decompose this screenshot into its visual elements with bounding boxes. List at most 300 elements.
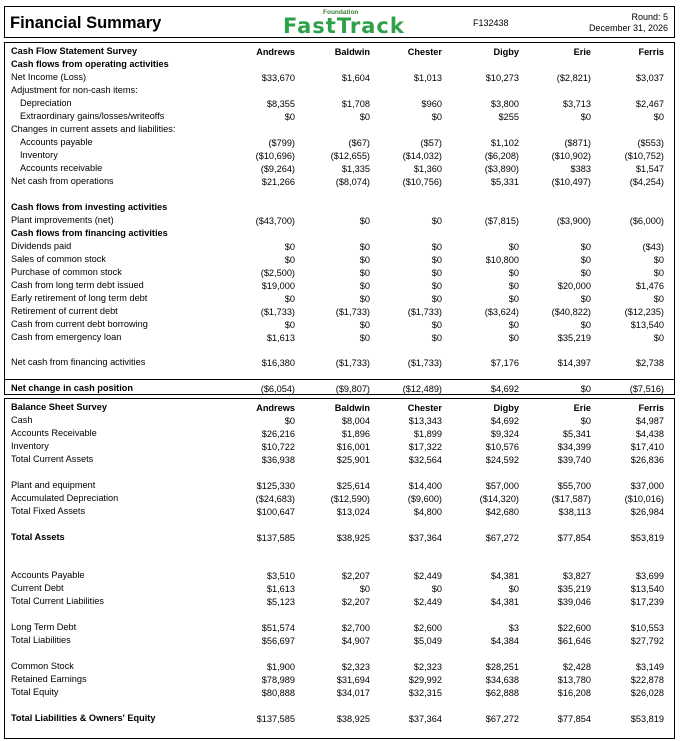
value-cell: $255 [498, 112, 519, 122]
value-cell: $4,800 [413, 507, 442, 517]
value-cell: $27,792 [630, 636, 664, 646]
value-cell: $0 [508, 294, 519, 304]
value-cell-digby: Digby [493, 403, 519, 413]
value-cell: $20,000 [557, 281, 591, 291]
value-cell: ($1,733) [260, 307, 295, 317]
row-label: Accounts payable [20, 137, 93, 147]
value-cell: $0 [580, 320, 591, 330]
value-cell: $1,613 [266, 584, 295, 594]
value-block-ferris [594, 661, 664, 700]
report-date: December 31, 2026 [588, 23, 668, 33]
value-cell: $2,428 [562, 662, 591, 672]
value-cell: $0 [359, 255, 370, 265]
value-block-ferris [594, 480, 664, 519]
value-cell-andrews: Andrews [256, 403, 295, 413]
value-cell: $4,381 [490, 571, 519, 581]
value-cell: $4,987 [635, 416, 664, 426]
value-block-andrews [225, 137, 295, 189]
row-label: Changes in current assets and liabilities: [11, 124, 176, 134]
value-cell: $62,888 [485, 688, 519, 698]
value-cell: $0 [359, 320, 370, 330]
report-id: F132438 [473, 18, 509, 28]
value-cell: $10,553 [630, 623, 664, 633]
value-cell: ($3,890) [484, 164, 519, 174]
row-label: Total Equity [11, 687, 59, 697]
value-cell: ($10,016) [624, 494, 664, 504]
value-cell: $17,410 [630, 442, 664, 452]
value-cell: $0 [508, 242, 519, 252]
value-cell-andrews: ($6,054) [260, 384, 295, 394]
value-block-baldwin [300, 241, 370, 345]
value-cell-chester: ($1,733) [407, 358, 442, 368]
value-cell-ferris: $2,738 [635, 358, 664, 368]
value-cell: $13,540 [630, 584, 664, 594]
value-cell: $0 [359, 584, 370, 594]
value-block-erie [521, 241, 591, 345]
value-cell: $14,400 [408, 481, 442, 491]
value-cell: ($1,733) [335, 307, 370, 317]
value-cell: $100,647 [256, 507, 295, 517]
value-cell: $13,024 [336, 507, 370, 517]
value-cell: $0 [284, 416, 295, 426]
value-cell: $26,028 [630, 688, 664, 698]
value-cell: $0 [580, 294, 591, 304]
value-cell: $4,907 [341, 636, 370, 646]
value-cell: ($10,902) [551, 151, 591, 161]
value-cell-digby: $67,272 [485, 533, 519, 543]
value-cell: $28,251 [485, 662, 519, 672]
row-label: Purchase of common stock [11, 267, 122, 277]
row-label: Accumulated Depreciation [11, 493, 119, 503]
value-cell-andrews: ($43,700) [255, 216, 295, 226]
value-cell: ($57) [420, 138, 442, 148]
value-cell: $10,800 [485, 255, 519, 265]
value-cell-erie: ($3,900) [556, 216, 591, 226]
value-cell: $1,335 [341, 164, 370, 174]
value-cell: ($10,752) [624, 151, 664, 161]
value-block-erie [521, 415, 591, 467]
value-cell: $0 [431, 112, 442, 122]
value-cell: $383 [570, 164, 591, 174]
value-cell-baldwin: ($1,733) [335, 358, 370, 368]
value-cell-baldwin: $1,604 [341, 73, 370, 83]
value-cell: $0 [508, 584, 519, 594]
value-cell-digby: $10,273 [485, 73, 519, 83]
value-cell: ($24,683) [255, 494, 295, 504]
value-cell: $38,113 [558, 507, 591, 517]
value-block-ferris [594, 137, 664, 189]
value-cell-andrews: $137,585 [256, 533, 295, 543]
value-cell: ($17,587) [551, 494, 591, 504]
value-cell: $0 [431, 320, 442, 330]
value-cell-digby: Digby [493, 47, 519, 57]
value-cell: $0 [653, 268, 664, 278]
value-cell: $80,888 [261, 688, 295, 698]
row-label: Early retirement of long term debt [11, 293, 148, 303]
value-cell: $0 [284, 294, 295, 304]
value-cell: ($553) [637, 138, 664, 148]
value-cell-chester: Chester [407, 47, 442, 57]
row-label: Cash from long term debt issued [11, 280, 144, 290]
value-cell: $3,149 [635, 662, 664, 672]
value-cell-chester: $0 [431, 216, 442, 226]
value-cell: $0 [653, 333, 664, 343]
value-cell: $2,449 [413, 597, 442, 607]
row-label: Cash [11, 415, 33, 425]
value-cell: $125,330 [256, 481, 295, 491]
value-cell-ferris: $3,037 [635, 73, 664, 83]
value-cell: $0 [580, 112, 591, 122]
value-cell: $0 [359, 281, 370, 291]
value-cell: $9,324 [490, 429, 519, 439]
value-block-digby [449, 570, 519, 609]
value-cell: $26,836 [630, 455, 664, 465]
row-label: Net cash from operations [11, 176, 114, 186]
value-cell: $21,266 [261, 177, 295, 187]
value-cell-erie: Erie [573, 403, 591, 413]
financial-summary-page [4, 6, 675, 739]
value-cell: ($12,590) [330, 494, 370, 504]
value-cell: ($9,264) [260, 164, 295, 174]
value-cell: ($12,655) [330, 151, 370, 161]
value-cell: $36,938 [261, 455, 295, 465]
value-cell-ferris: ($7,516) [629, 384, 664, 394]
value-block-erie [521, 570, 591, 609]
value-cell: ($2,500) [260, 268, 295, 278]
value-cell: $39,740 [557, 455, 591, 465]
value-cell: $0 [431, 255, 442, 265]
row-label: Sales of common stock [11, 254, 106, 264]
value-cell-erie: $77,854 [557, 714, 591, 724]
value-block-chester [372, 661, 442, 700]
value-cell-baldwin: Baldwin [334, 403, 370, 413]
value-cell-chester: $1,013 [413, 73, 442, 83]
value-block-ferris [594, 241, 664, 345]
value-cell: ($14,320) [479, 494, 519, 504]
row-label: Long Term Debt [11, 622, 77, 632]
value-block-andrews [225, 98, 295, 124]
row-label: Extraordinary gains/losses/writeoffs [20, 111, 165, 121]
value-cell: $1,476 [635, 281, 664, 291]
value-cell: $37,000 [630, 481, 664, 491]
value-cell: $13,780 [557, 675, 591, 685]
value-cell: $2,323 [413, 662, 442, 672]
balance-sheet-section [4, 398, 675, 739]
row-label: Cash flows from investing activities [11, 202, 168, 212]
value-cell: ($14,032) [402, 151, 442, 161]
value-block-chester [372, 622, 442, 648]
value-cell: $2,323 [341, 662, 370, 672]
value-cell-andrews: Andrews [256, 47, 295, 57]
value-cell-erie: Erie [573, 47, 591, 57]
value-cell: $0 [508, 333, 519, 343]
value-cell: ($10,497) [551, 177, 591, 187]
value-block-digby [449, 480, 519, 519]
value-cell: $0 [431, 333, 442, 343]
value-cell-erie: $14,397 [557, 358, 591, 368]
row-label: Depreciation [20, 98, 72, 108]
row-label: Net change in cash position [11, 383, 134, 393]
value-cell-erie: $0 [580, 384, 591, 394]
row-label: Net cash from financing activities [11, 357, 146, 367]
value-cell: $17,239 [630, 597, 664, 607]
value-cell: $0 [653, 112, 664, 122]
logo-wordmark: FastTrack [283, 14, 405, 38]
value-cell: $10,576 [485, 442, 519, 452]
value-block-andrews [225, 241, 295, 345]
value-cell: ($43) [642, 242, 664, 252]
value-block-erie [521, 622, 591, 648]
value-cell: $2,449 [413, 571, 442, 581]
row-label: Cash flows from operating activities [11, 59, 169, 69]
row-label: Net Income (Loss) [11, 72, 87, 82]
value-cell: $32,315 [408, 688, 442, 698]
value-cell: ($10,696) [255, 151, 295, 161]
value-cell: $35,219 [557, 333, 591, 343]
row-label: Accounts Receivable [11, 428, 97, 438]
value-cell-baldwin: $0 [359, 216, 370, 226]
value-block-chester [372, 415, 442, 467]
value-cell-ferris: $53,819 [630, 714, 664, 724]
value-cell: $34,017 [336, 688, 370, 698]
value-block-ferris [594, 570, 664, 609]
value-block-chester [372, 480, 442, 519]
value-cell: $5,049 [413, 636, 442, 646]
row-label: Retained Earnings [11, 674, 87, 684]
row-label: Inventory [20, 150, 58, 160]
value-cell: ($12,235) [624, 307, 664, 317]
value-cell: $26,984 [630, 507, 664, 517]
value-cell: $8,355 [266, 99, 295, 109]
row-label: Total Liabilities [11, 635, 71, 645]
row-label: Inventory [11, 441, 49, 451]
value-cell: $4,384 [490, 636, 519, 646]
value-cell: $5,123 [266, 597, 295, 607]
value-cell: $1,547 [635, 164, 664, 174]
value-cell: $22,600 [557, 623, 591, 633]
value-cell: $34,638 [485, 675, 519, 685]
value-block-chester [372, 137, 442, 189]
value-cell-baldwin: ($9,807) [335, 384, 370, 394]
value-block-baldwin [300, 415, 370, 467]
net-change-divider [5, 379, 674, 380]
value-cell: $51,574 [261, 623, 295, 633]
row-label: Accounts receivable [20, 163, 103, 173]
row-label: Accounts Payable [11, 570, 85, 580]
value-cell: $26,216 [261, 429, 295, 439]
value-block-digby [449, 415, 519, 467]
value-cell-baldwin: $38,925 [336, 533, 370, 543]
value-cell: $17,322 [408, 442, 442, 452]
value-block-ferris [594, 415, 664, 467]
value-block-andrews [225, 415, 295, 467]
value-cell: $1,613 [266, 333, 295, 343]
value-cell: $0 [359, 294, 370, 304]
value-cell: $0 [431, 268, 442, 278]
value-block-erie [521, 480, 591, 519]
value-block-erie [521, 137, 591, 189]
value-cell-digby: ($7,815) [484, 216, 519, 226]
value-cell: $3,713 [562, 99, 591, 109]
value-cell: $5,341 [562, 429, 591, 439]
value-cell: $0 [284, 255, 295, 265]
row-label: Total Fixed Assets [11, 506, 86, 516]
row-label: Common Stock [11, 661, 74, 671]
value-cell: $29,992 [408, 675, 442, 685]
value-cell: ($40,822) [551, 307, 591, 317]
value-block-erie [521, 661, 591, 700]
value-cell: $2,207 [341, 597, 370, 607]
value-cell: $0 [359, 268, 370, 278]
value-cell: $1,360 [413, 164, 442, 174]
value-cell: $2,207 [341, 571, 370, 581]
row-label: Balance Sheet Survey [11, 402, 108, 412]
value-cell: $0 [284, 320, 295, 330]
value-cell: $56,697 [261, 636, 295, 646]
value-cell: $13,343 [408, 416, 442, 426]
value-block-chester [372, 98, 442, 124]
row-label: Plant and equipment [11, 480, 96, 490]
value-block-ferris [594, 622, 664, 648]
value-cell: $2,700 [341, 623, 370, 633]
value-cell-erie: $77,854 [557, 533, 591, 543]
row-label: Cash Flow Statement Survey [11, 46, 138, 56]
value-block-baldwin [300, 480, 370, 519]
value-cell-chester: ($12,489) [402, 384, 442, 394]
value-block-ferris [594, 98, 664, 124]
value-cell: $61,646 [557, 636, 591, 646]
value-cell: $3,800 [490, 99, 519, 109]
value-cell: $1,708 [341, 99, 370, 109]
row-label: Total Current Liabilities [11, 596, 104, 606]
row-label: Total Current Assets [11, 454, 94, 464]
value-cell: $57,000 [485, 481, 519, 491]
value-cell: $1,900 [266, 662, 295, 672]
value-cell: $2,467 [635, 99, 664, 109]
value-cell: $78,989 [261, 675, 295, 685]
value-cell: ($799) [268, 138, 295, 148]
value-cell: $0 [284, 242, 295, 252]
value-cell: $35,219 [557, 584, 591, 594]
value-cell: $0 [431, 281, 442, 291]
row-label: Cash from emergency loan [11, 332, 122, 342]
value-cell: $0 [431, 584, 442, 594]
value-block-digby [449, 622, 519, 648]
value-cell: $0 [580, 255, 591, 265]
value-cell: $22,878 [630, 675, 664, 685]
value-block-baldwin [300, 622, 370, 648]
round-number: Round: 5 [631, 12, 668, 22]
value-cell: $0 [580, 268, 591, 278]
value-cell-andrews: $16,380 [261, 358, 295, 368]
value-cell: $0 [653, 255, 664, 265]
value-cell: $16,208 [557, 688, 591, 698]
value-cell: $13,540 [630, 320, 664, 330]
value-block-andrews [225, 622, 295, 648]
value-cell-digby: $7,176 [490, 358, 519, 368]
value-block-andrews [225, 480, 295, 519]
value-block-digby [449, 137, 519, 189]
row-label: Plant improvements (net) [11, 215, 114, 225]
value-block-baldwin [300, 570, 370, 609]
value-cell: $32,564 [408, 455, 442, 465]
round-info [589, 12, 668, 34]
value-cell: $0 [508, 281, 519, 291]
value-cell: ($9,600) [407, 494, 442, 504]
value-cell: $0 [580, 416, 591, 426]
value-cell: $39,046 [557, 597, 591, 607]
value-cell: $4,438 [635, 429, 664, 439]
row-label: Retirement of current debt [11, 306, 118, 316]
value-cell: $19,000 [261, 281, 295, 291]
report-header [4, 6, 675, 38]
value-cell-ferris: Ferris [638, 47, 664, 57]
value-cell: ($10,756) [402, 177, 442, 187]
row-label: Cash from current debt borrowing [11, 319, 148, 329]
value-cell: $34,399 [557, 442, 591, 452]
value-cell: $0 [359, 333, 370, 343]
value-block-chester [372, 570, 442, 609]
row-label: Dividends paid [11, 241, 72, 251]
value-cell-chester: $37,364 [408, 714, 442, 724]
value-cell: $0 [359, 112, 370, 122]
value-block-erie [521, 98, 591, 124]
value-cell: $3,699 [635, 571, 664, 581]
value-cell: $8,004 [341, 416, 370, 426]
value-cell-chester: $37,364 [408, 533, 442, 543]
value-cell-baldwin: $38,925 [336, 714, 370, 724]
value-cell: $3,827 [562, 571, 591, 581]
value-cell: ($1,733) [407, 307, 442, 317]
value-cell: $0 [653, 294, 664, 304]
value-cell: $0 [431, 294, 442, 304]
value-block-baldwin [300, 137, 370, 189]
value-cell: ($8,074) [335, 177, 370, 187]
value-cell-andrews: $33,670 [261, 73, 295, 83]
value-cell-erie: ($2,821) [556, 73, 591, 83]
value-cell: $3,510 [266, 571, 295, 581]
value-cell: $0 [431, 242, 442, 252]
logo-subtitle: Foundation [323, 9, 359, 16]
value-cell: $4,692 [490, 416, 519, 426]
value-cell: ($3,624) [484, 307, 519, 317]
value-cell: $5,331 [490, 177, 519, 187]
value-cell: $55,700 [557, 481, 591, 491]
value-cell: ($4,254) [629, 177, 664, 187]
value-block-andrews [225, 661, 295, 700]
value-cell: $1,899 [413, 429, 442, 439]
value-cell: $0 [580, 242, 591, 252]
value-block-baldwin [300, 661, 370, 700]
value-block-digby [449, 661, 519, 700]
cash-flow-statement-section [4, 42, 675, 395]
value-cell: $24,592 [485, 455, 519, 465]
value-block-digby [449, 98, 519, 124]
value-cell-baldwin: Baldwin [334, 47, 370, 57]
value-cell-andrews: $137,585 [256, 714, 295, 724]
row-label: Adjustment for non-cash items: [11, 85, 138, 95]
value-cell-digby: $4,692 [490, 384, 519, 394]
row-label: Total Assets [11, 532, 65, 542]
value-cell-ferris: $53,819 [630, 533, 664, 543]
value-cell: $0 [359, 242, 370, 252]
value-cell-ferris: ($6,000) [629, 216, 664, 226]
value-cell: $960 [421, 99, 442, 109]
value-cell: ($871) [564, 138, 591, 148]
value-cell-digby: $67,272 [485, 714, 519, 724]
value-cell: ($6,208) [484, 151, 519, 161]
value-cell: $42,680 [485, 507, 519, 517]
